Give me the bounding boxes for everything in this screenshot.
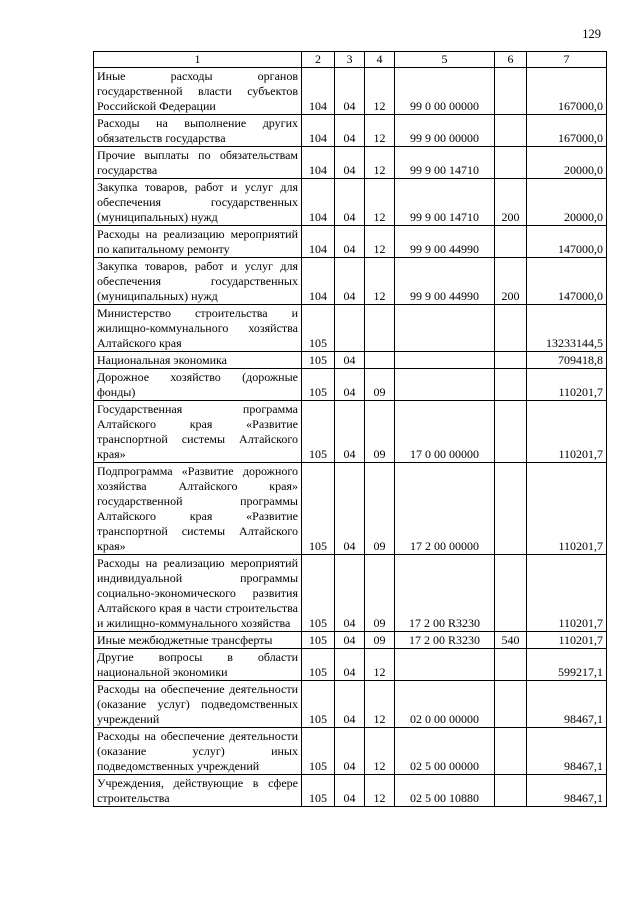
row-amount: 599217,1	[527, 649, 607, 681]
budget-table	[93, 51, 607, 807]
row-target-article: 17 2 00 R3230	[395, 555, 495, 632]
row-code-subsection: 12	[365, 728, 395, 775]
table-row	[94, 179, 607, 226]
row-name: Прочие выплаты по обязательствам государства	[94, 147, 302, 179]
row-expense-type	[495, 463, 527, 555]
table-row	[94, 305, 607, 352]
row-code-subsection: 12	[365, 649, 395, 681]
row-code-subsection: 12	[365, 681, 395, 728]
row-code-ministry: 105	[302, 681, 335, 728]
row-code-section: 04	[335, 632, 365, 649]
row-target-article: 02 5 00 00000	[395, 728, 495, 775]
row-code-ministry: 104	[302, 147, 335, 179]
row-code-section: 04	[335, 258, 365, 305]
row-amount: 709418,8	[527, 352, 607, 369]
row-code-section: 04	[335, 463, 365, 555]
row-code-subsection: 09	[365, 401, 395, 463]
table-row	[94, 681, 607, 728]
row-amount: 167000,0	[527, 68, 607, 115]
row-code-section: 04	[335, 226, 365, 258]
row-target-article	[395, 649, 495, 681]
table-row	[94, 728, 607, 775]
row-name: Другие вопросы в области национальной экономики	[94, 649, 302, 681]
row-code-section: 04	[335, 68, 365, 115]
row-code-ministry: 105	[302, 463, 335, 555]
row-code-ministry: 105	[302, 649, 335, 681]
row-target-article: 17 2 00 R3230	[395, 632, 495, 649]
row-code-ministry: 105	[302, 728, 335, 775]
header-cell: 4	[365, 52, 395, 68]
row-code-subsection: 12	[365, 115, 395, 147]
row-expense-type	[495, 147, 527, 179]
row-code-ministry: 105	[302, 775, 335, 807]
row-target-article: 17 0 00 00000	[395, 401, 495, 463]
row-name: Министерство строительства и жилищно-коммунального хозяйства Алтайского края	[94, 305, 302, 352]
row-code-subsection: 09	[365, 369, 395, 401]
row-code-ministry: 104	[302, 226, 335, 258]
row-target-article: 99 0 00 00000	[395, 68, 495, 115]
row-name: Учреждения, действующие в сфере строительства	[94, 775, 302, 807]
row-amount: 110201,7	[527, 369, 607, 401]
row-code-subsection: 09	[365, 632, 395, 649]
row-code-section: 04	[335, 115, 365, 147]
row-amount: 110201,7	[527, 463, 607, 555]
row-name: Закупка товаров, работ и услуг для обеспечения государственных (муниципальных) нужд	[94, 179, 302, 226]
header-cell: 5	[395, 52, 495, 68]
row-target-article	[395, 305, 495, 352]
row-name: Национальная экономика	[94, 352, 302, 369]
table-row	[94, 649, 607, 681]
row-expense-type	[495, 352, 527, 369]
row-code-subsection: 12	[365, 226, 395, 258]
row-code-section: 04	[335, 401, 365, 463]
row-expense-type	[495, 305, 527, 352]
row-amount: 110201,7	[527, 632, 607, 649]
row-expense-type: 200	[495, 179, 527, 226]
row-code-section: 04	[335, 555, 365, 632]
row-expense-type	[495, 728, 527, 775]
row-amount: 167000,0	[527, 115, 607, 147]
table-row	[94, 401, 607, 463]
row-code-subsection: 12	[365, 68, 395, 115]
header-cell: 3	[335, 52, 365, 68]
row-code-section: 04	[335, 649, 365, 681]
row-name: Подпрограмма «Развитие дорожного хозяйства Алтайского края» государственной программы Алтайского края «Развитие транспортной системы Алтайского края»	[94, 463, 302, 555]
table-row	[94, 369, 607, 401]
row-code-subsection: 09	[365, 463, 395, 555]
row-code-subsection: 12	[365, 147, 395, 179]
row-code-subsection: 12	[365, 258, 395, 305]
row-name: Расходы на выполнение других обязательств государства	[94, 115, 302, 147]
row-code-subsection: 09	[365, 555, 395, 632]
row-name: Расходы на реализацию мероприятий индивидуальной программы социально-экономического развития Алтайского края в части строительства и жилищно-коммунального хозяйства	[94, 555, 302, 632]
row-code-ministry: 104	[302, 258, 335, 305]
row-code-section: 04	[335, 681, 365, 728]
row-target-article: 02 0 00 00000	[395, 681, 495, 728]
table-row	[94, 115, 607, 147]
row-code-section: 04	[335, 147, 365, 179]
row-code-section: 04	[335, 352, 365, 369]
row-code-section: 04	[335, 728, 365, 775]
row-code-section: 04	[335, 369, 365, 401]
header-cell: 2	[302, 52, 335, 68]
row-code-section	[335, 305, 365, 352]
row-amount: 147000,0	[527, 226, 607, 258]
row-name: Расходы на обеспечение деятельности (оказание услуг) подведомственных учреждений	[94, 681, 302, 728]
row-expense-type	[495, 681, 527, 728]
row-name: Расходы на обеспечение деятельности (оказание услуг) иных подведомственных учреждений	[94, 728, 302, 775]
row-code-ministry: 105	[302, 632, 335, 649]
page-number: 129	[582, 27, 601, 41]
table-row	[94, 632, 607, 649]
row-expense-type	[495, 555, 527, 632]
row-amount: 20000,0	[527, 179, 607, 226]
row-name: Дорожное хозяйство (дорожные фонды)	[94, 369, 302, 401]
row-code-section: 04	[335, 775, 365, 807]
row-amount: 13233144,5	[527, 305, 607, 352]
row-code-ministry: 104	[302, 68, 335, 115]
table-row	[94, 463, 607, 555]
table-row	[94, 68, 607, 115]
row-code-ministry: 105	[302, 369, 335, 401]
row-expense-type	[495, 226, 527, 258]
row-expense-type	[495, 115, 527, 147]
table-row	[94, 555, 607, 632]
row-amount: 110201,7	[527, 555, 607, 632]
table-row	[94, 226, 607, 258]
row-expense-type	[495, 369, 527, 401]
row-name: Расходы на реализацию мероприятий по капитальному ремонту	[94, 226, 302, 258]
row-name: Государственная программа Алтайского края «Развитие транспортной системы Алтайского края»	[94, 401, 302, 463]
header-row	[94, 52, 607, 68]
table-row	[94, 352, 607, 369]
row-expense-type: 540	[495, 632, 527, 649]
table-row	[94, 775, 607, 807]
row-code-section: 04	[335, 179, 365, 226]
row-code-ministry: 105	[302, 401, 335, 463]
row-code-ministry: 104	[302, 179, 335, 226]
row-target-article: 99 9 00 14710	[395, 179, 495, 226]
row-target-article: 99 9 00 14710	[395, 147, 495, 179]
row-amount: 98467,1	[527, 728, 607, 775]
row-code-ministry: 105	[302, 555, 335, 632]
row-code-subsection	[365, 305, 395, 352]
row-name: Иные расходы органов государственной власти субъектов Российской Федерации	[94, 68, 302, 115]
row-name: Иные межбюджетные трансферты	[94, 632, 302, 649]
table-row	[94, 258, 607, 305]
row-amount: 147000,0	[527, 258, 607, 305]
row-code-ministry: 104	[302, 115, 335, 147]
row-expense-type	[495, 401, 527, 463]
row-code-subsection: 12	[365, 179, 395, 226]
row-target-article	[395, 352, 495, 369]
row-expense-type: 200	[495, 258, 527, 305]
row-target-article: 99 9 00 44990	[395, 226, 495, 258]
row-code-subsection	[365, 352, 395, 369]
row-target-article	[395, 369, 495, 401]
header-cell: 7	[527, 52, 607, 68]
row-name: Закупка товаров, работ и услуг для обеспечения государственных (муниципальных) нужд	[94, 258, 302, 305]
header-cell: 6	[495, 52, 527, 68]
row-expense-type	[495, 649, 527, 681]
table-row	[94, 147, 607, 179]
row-amount: 20000,0	[527, 147, 607, 179]
row-expense-type	[495, 68, 527, 115]
row-amount: 110201,7	[527, 401, 607, 463]
row-amount: 98467,1	[527, 775, 607, 807]
header-cell: 1	[94, 52, 302, 68]
row-target-article: 99 9 00 00000	[395, 115, 495, 147]
row-target-article: 17 2 00 00000	[395, 463, 495, 555]
row-target-article: 02 5 00 10880	[395, 775, 495, 807]
row-target-article: 99 9 00 44990	[395, 258, 495, 305]
row-code-ministry: 105	[302, 352, 335, 369]
row-code-ministry: 105	[302, 305, 335, 352]
row-expense-type	[495, 775, 527, 807]
row-code-subsection: 12	[365, 775, 395, 807]
row-amount: 98467,1	[527, 681, 607, 728]
